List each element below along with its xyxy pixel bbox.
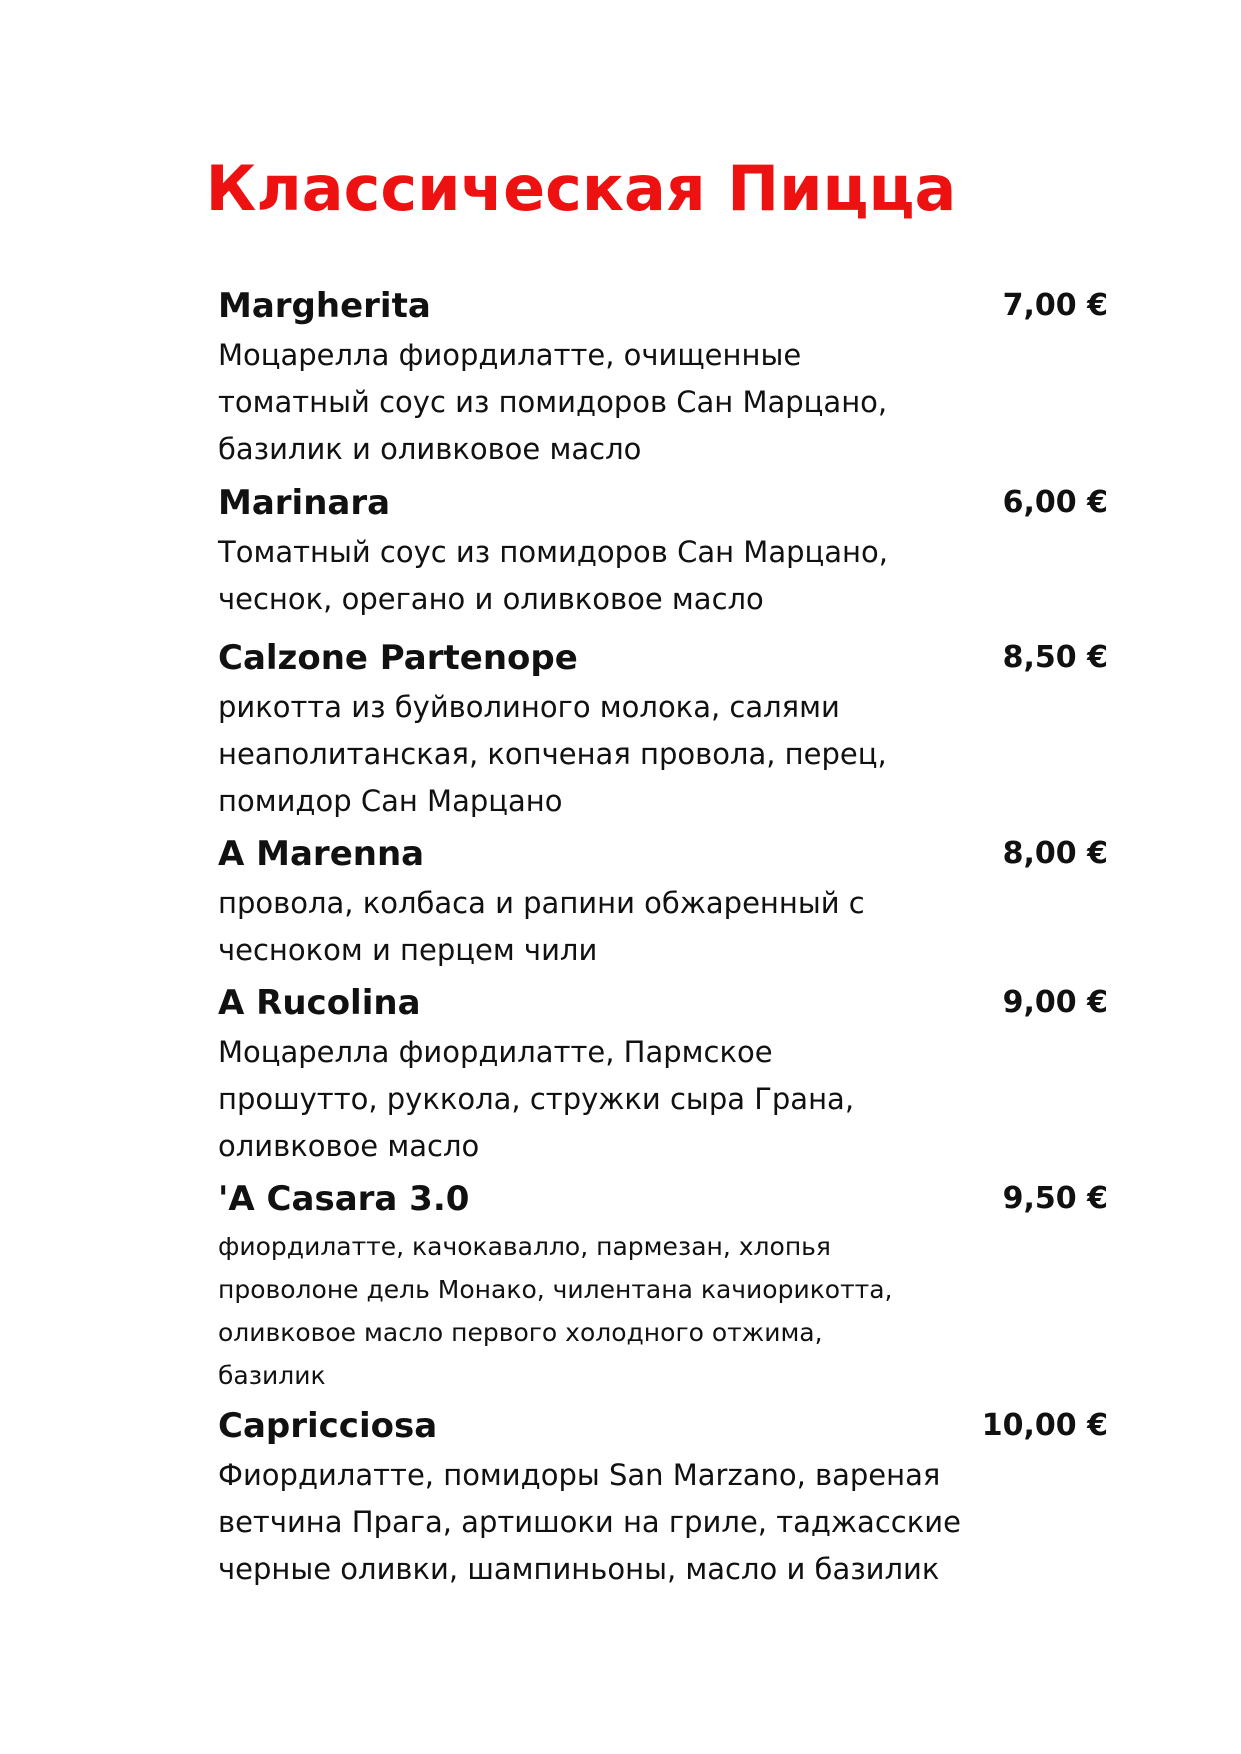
menu-item-price: 9,00 € bbox=[1002, 985, 1108, 1020]
menu-item-a-marenna bbox=[218, 830, 1218, 974]
description-line: томатный соус из помидоров Сан Марцано, bbox=[218, 385, 888, 419]
description-line: помидор Сан Марцано bbox=[218, 784, 563, 818]
menu-item-header bbox=[218, 1175, 1218, 1223]
description-line: чеснок, орегано и оливковое масло bbox=[218, 582, 764, 616]
description-line: базилик и оливковое масло bbox=[218, 432, 642, 466]
menu-item-header bbox=[218, 282, 1218, 330]
description-line: чесноком и перцем чили bbox=[218, 933, 598, 967]
menu-item-a-rucolina bbox=[218, 979, 1218, 1170]
description-line: Томатный соус из помидоров Сан Марцано, bbox=[218, 535, 888, 569]
description-line: неаполитанская, копченая провола, перец, bbox=[218, 737, 887, 771]
menu-item-description bbox=[218, 1225, 978, 1397]
menu-item-price: 10,00 € bbox=[981, 1408, 1108, 1443]
menu-item-description bbox=[218, 684, 978, 825]
menu-item-price: 8,50 € bbox=[1002, 640, 1108, 675]
menu-item-a-casara bbox=[218, 1175, 1218, 1397]
description-line: Фиордилатте, помидоры San Marzano, вареная bbox=[218, 1458, 941, 1492]
menu-item-name: Calzone Partenope bbox=[218, 638, 578, 678]
menu-item-marinara bbox=[218, 479, 1218, 623]
menu-item-description bbox=[218, 1029, 978, 1170]
menu-item-header bbox=[218, 830, 1218, 878]
menu-item-description bbox=[218, 880, 978, 974]
menu-item-header bbox=[218, 634, 1218, 682]
menu-item-price: 8,00 € bbox=[1002, 836, 1108, 871]
description-line: проволоне дель Монако, чилентана качиорикотта, bbox=[218, 1275, 893, 1304]
description-line: черные оливки, шампиньоны, масло и базилик bbox=[218, 1552, 940, 1586]
menu-item-price: 6,00 € bbox=[1002, 485, 1108, 520]
description-line: оливковое масло первого холодного отжима, bbox=[218, 1318, 823, 1347]
menu-item-price: 9,50 € bbox=[1002, 1181, 1108, 1216]
menu-item-description bbox=[218, 332, 978, 473]
menu-item-header bbox=[218, 1402, 1218, 1450]
menu-item-header bbox=[218, 979, 1218, 1027]
menu-item-name: A Marenna bbox=[218, 834, 425, 874]
menu-item-price: 7,00 € bbox=[1002, 288, 1108, 323]
menu-item-name: A Rucolina bbox=[218, 983, 421, 1023]
description-line: фиордилатте, качокавалло, пармезан, хлопья bbox=[218, 1232, 831, 1261]
description-line: ветчина Прага, артишоки на гриле, таджасские bbox=[218, 1505, 961, 1539]
description-line: Моцарелла фиордилатте, очищенные bbox=[218, 338, 802, 372]
description-line: прошутто, руккола, стружки сыра Грана, bbox=[218, 1082, 855, 1116]
page-title: Классическая Пицца bbox=[205, 152, 957, 225]
description-line: Моцарелла фиордилатте, Пармское bbox=[218, 1035, 773, 1069]
menu-item-header bbox=[218, 479, 1218, 527]
menu-item-description bbox=[218, 529, 978, 623]
description-line: провола, колбаса и рапини обжаренный с bbox=[218, 886, 865, 920]
menu-item-name: 'A Casara 3.0 bbox=[218, 1179, 470, 1219]
menu-item-margherita bbox=[218, 282, 1218, 473]
menu-item-name: Margherita bbox=[218, 286, 431, 326]
menu-item-name: Marinara bbox=[218, 483, 391, 523]
menu-item-description bbox=[218, 1452, 978, 1593]
description-line: рикотта из буйволиного молока, салями bbox=[218, 690, 840, 724]
menu-item-name: Capricciosa bbox=[218, 1406, 438, 1446]
menu-item-calzone-partenope bbox=[218, 634, 1218, 825]
menu-item-capricciosa bbox=[218, 1402, 1218, 1593]
description-line: базилик bbox=[218, 1361, 326, 1390]
description-line: оливковое масло bbox=[218, 1129, 480, 1163]
